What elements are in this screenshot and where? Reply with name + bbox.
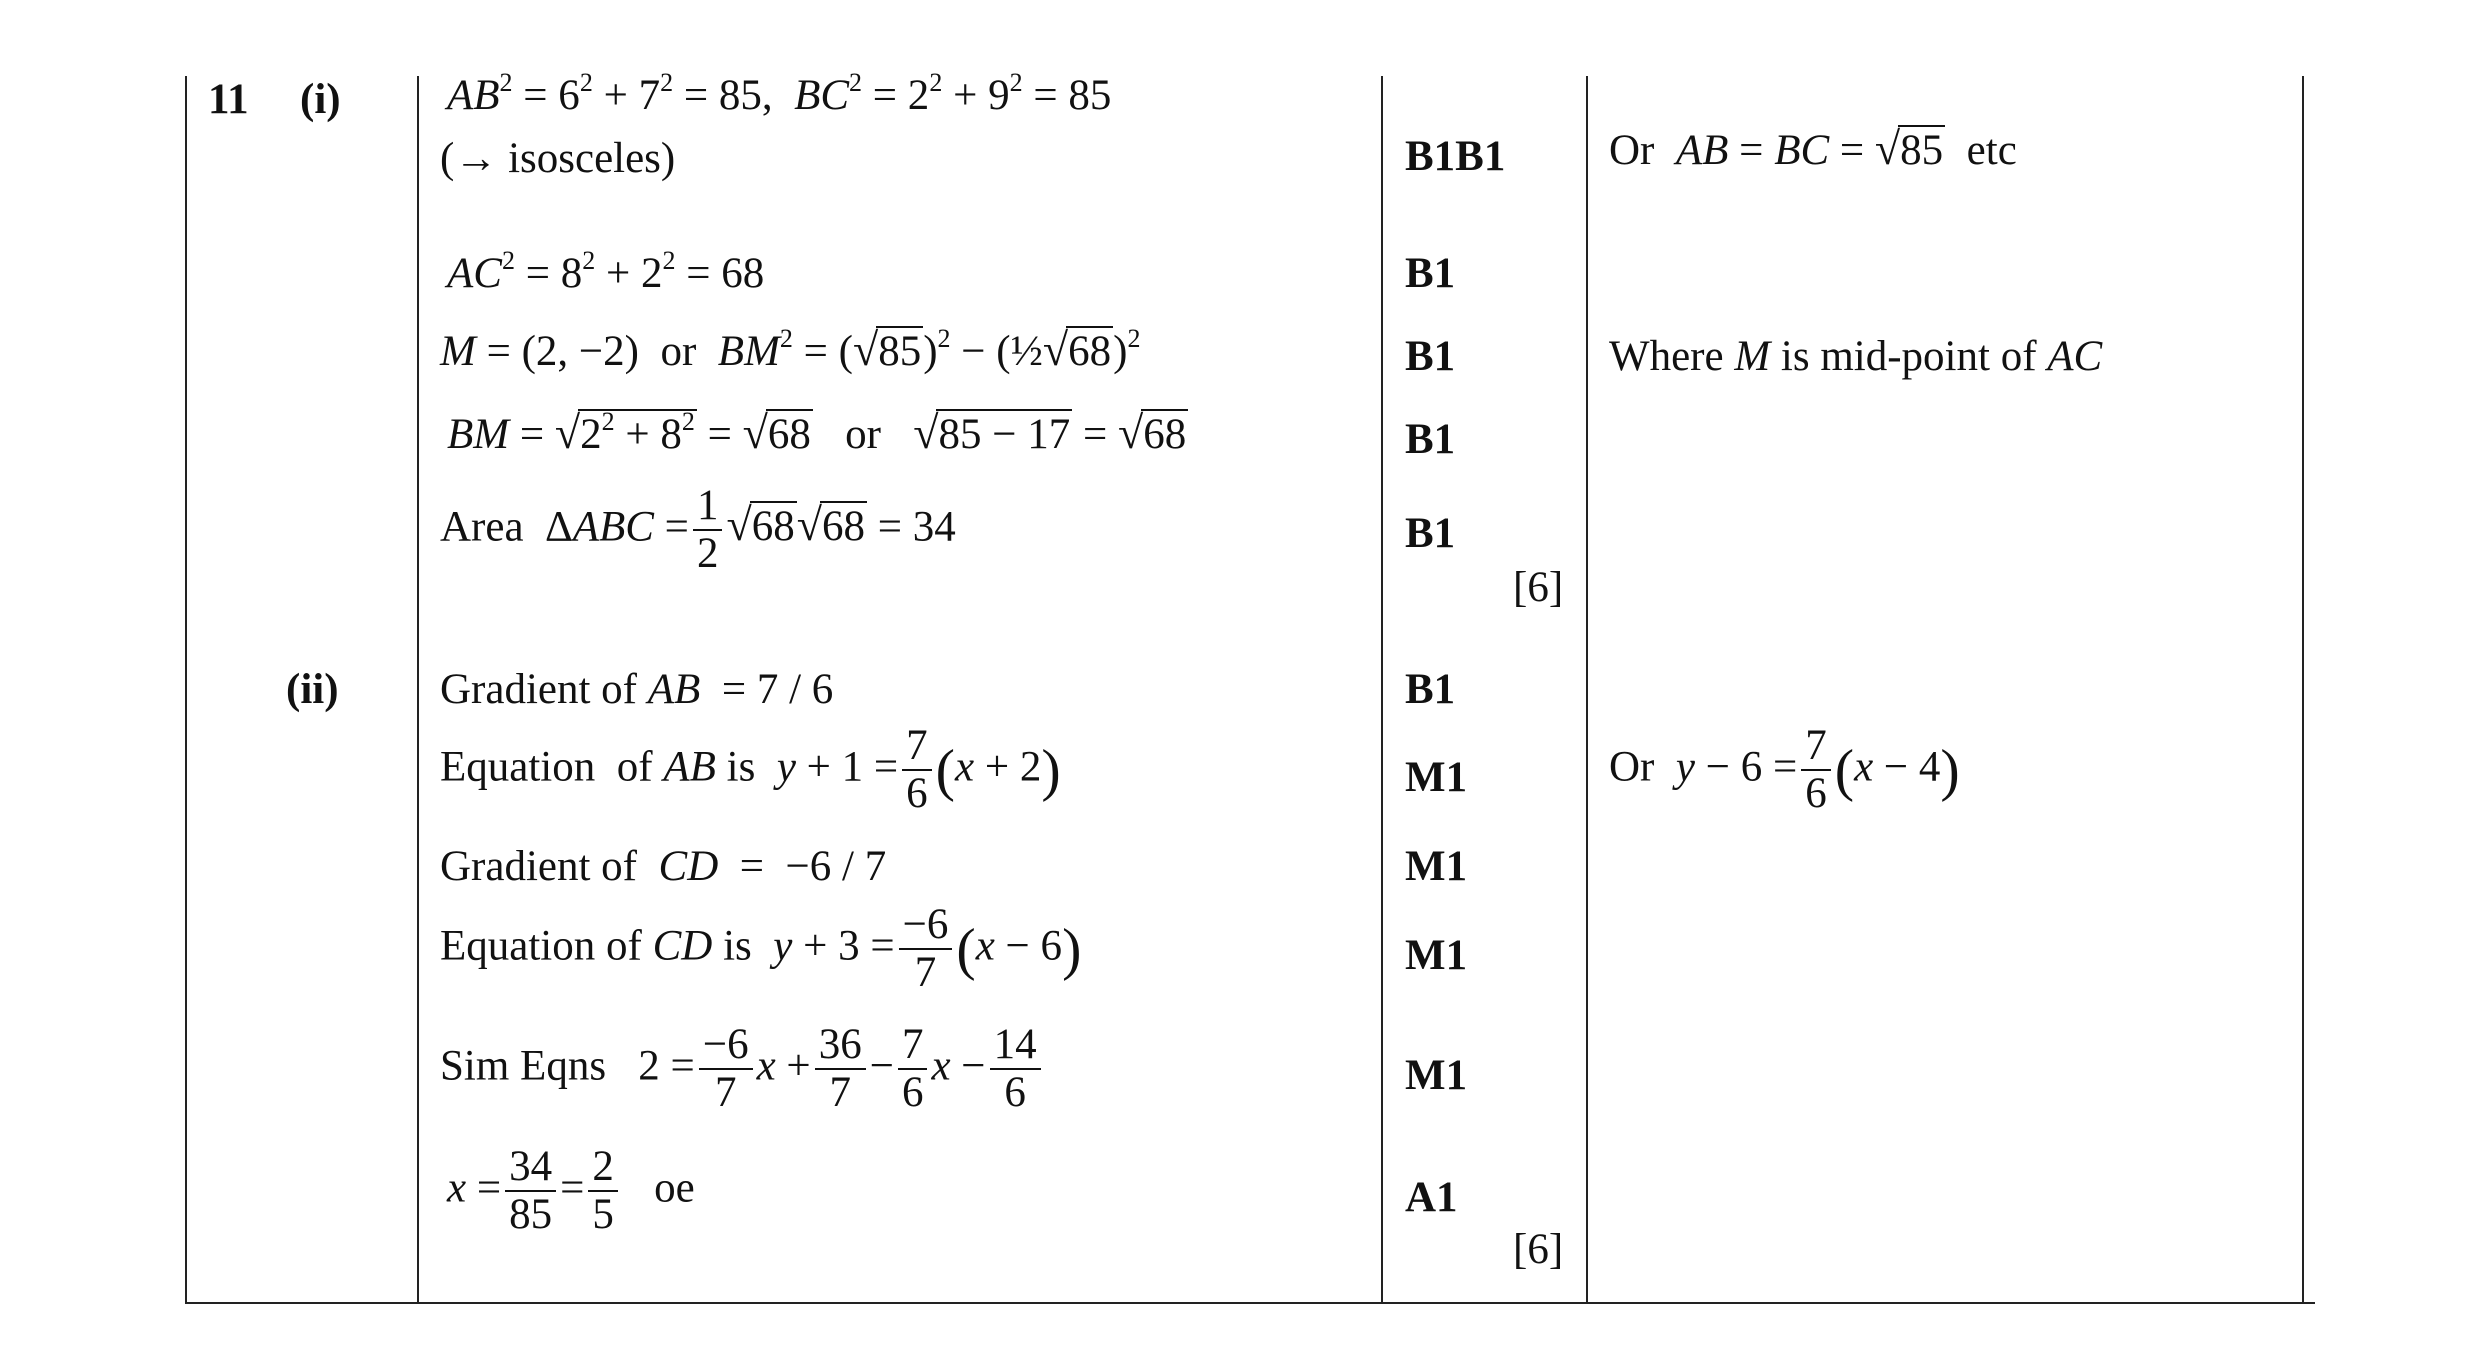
working-row-i-3: M = (2, −2) or $BM^2 = (√85)^2$ − (½√68)$^2$ bbox=[440, 324, 1141, 375]
working-row-i-1: $AB^2 = 6^2 + 7^2 = 85$, $BC^2 = 2^2 + 9^2 = 85$ bbox=[447, 68, 1112, 119]
working-row-i-2: $AC^2 = 8^2 + 2^2 = 68$ bbox=[447, 246, 765, 297]
mark-row-ii-5: M1 bbox=[1405, 1052, 1468, 1099]
working-row-i-1-note: (→ isosceles) bbox=[440, 135, 676, 182]
working-row-ii-2: Equation of AB is y + 1 = $\frac{7}{6}$ (x + 2) bbox=[440, 722, 1061, 818]
part-i-total-marks: [6] bbox=[1513, 564, 1564, 611]
mark-row-i-2: B1 bbox=[1405, 250, 1456, 297]
part-label-ii: (ii) bbox=[286, 666, 339, 713]
working-row-ii-3: Gradient of CD = −6 / 7 bbox=[440, 843, 887, 890]
working-row-ii-1: Gradient of AB = 7 / 6 bbox=[440, 666, 834, 713]
working-row-i-4: BM = $√2^2 + 8^2 = √68$ or √85 − 17 = √68 bbox=[447, 407, 1187, 458]
mark-row-i-5: B1 bbox=[1405, 510, 1456, 557]
table-divider-comments bbox=[1586, 76, 1588, 1304]
mark-row-ii-3: M1 bbox=[1405, 843, 1468, 890]
fraction-one-half: $\frac{1}{2}$ bbox=[693, 483, 723, 578]
table-border-left bbox=[185, 76, 187, 1304]
mark-row-ii-2: M1 bbox=[1405, 754, 1468, 801]
table-border-bottom bbox=[185, 1302, 2315, 1304]
mark-row-ii-6: A1 bbox=[1405, 1174, 1458, 1221]
table-divider-working bbox=[417, 76, 419, 1304]
working-row-ii-4: Equation of CD is y + 3 = $\frac{-6}{7}$ (x − 6) bbox=[440, 901, 1082, 997]
working-row-i-5: Area ΔABC = $\frac{1}{2}$ √68√68 = 34 bbox=[440, 482, 956, 578]
working-row-ii-6: x = $\frac{34}{85}$ = $\frac{2}{5}$ oe bbox=[447, 1143, 695, 1239]
part-label-i: (i) bbox=[300, 76, 341, 123]
table-divider-marks bbox=[1381, 76, 1383, 1304]
mark-row-i-4: B1 bbox=[1405, 416, 1456, 463]
mark-row-i-3: B1 bbox=[1405, 333, 1456, 380]
comment-row-i-3: Where M is mid-point of AC bbox=[1609, 333, 2103, 380]
comment-row-ii-2: Or y − 6 = $\frac{7}{6}$ (x − 4) bbox=[1609, 722, 1960, 818]
mark-row-ii-1: B1 bbox=[1405, 666, 1456, 713]
mark-row-ii-4: M1 bbox=[1405, 932, 1468, 979]
question-number: 11 bbox=[208, 76, 249, 123]
comment-row-i-1: Or AB = BC = √85 etc bbox=[1609, 123, 2017, 174]
mark-row-i-1: B1B1 bbox=[1405, 133, 1506, 180]
table-border-right bbox=[2302, 76, 2304, 1304]
working-row-ii-5: Sim Eqns 2 = $\frac{-6}{7}$ x + $\frac{36}{7}$ − $\frac{7}{6}$ x − $\frac{14}{6}$ bbox=[440, 1022, 1045, 1117]
part-ii-total-marks: [6] bbox=[1513, 1226, 1564, 1273]
